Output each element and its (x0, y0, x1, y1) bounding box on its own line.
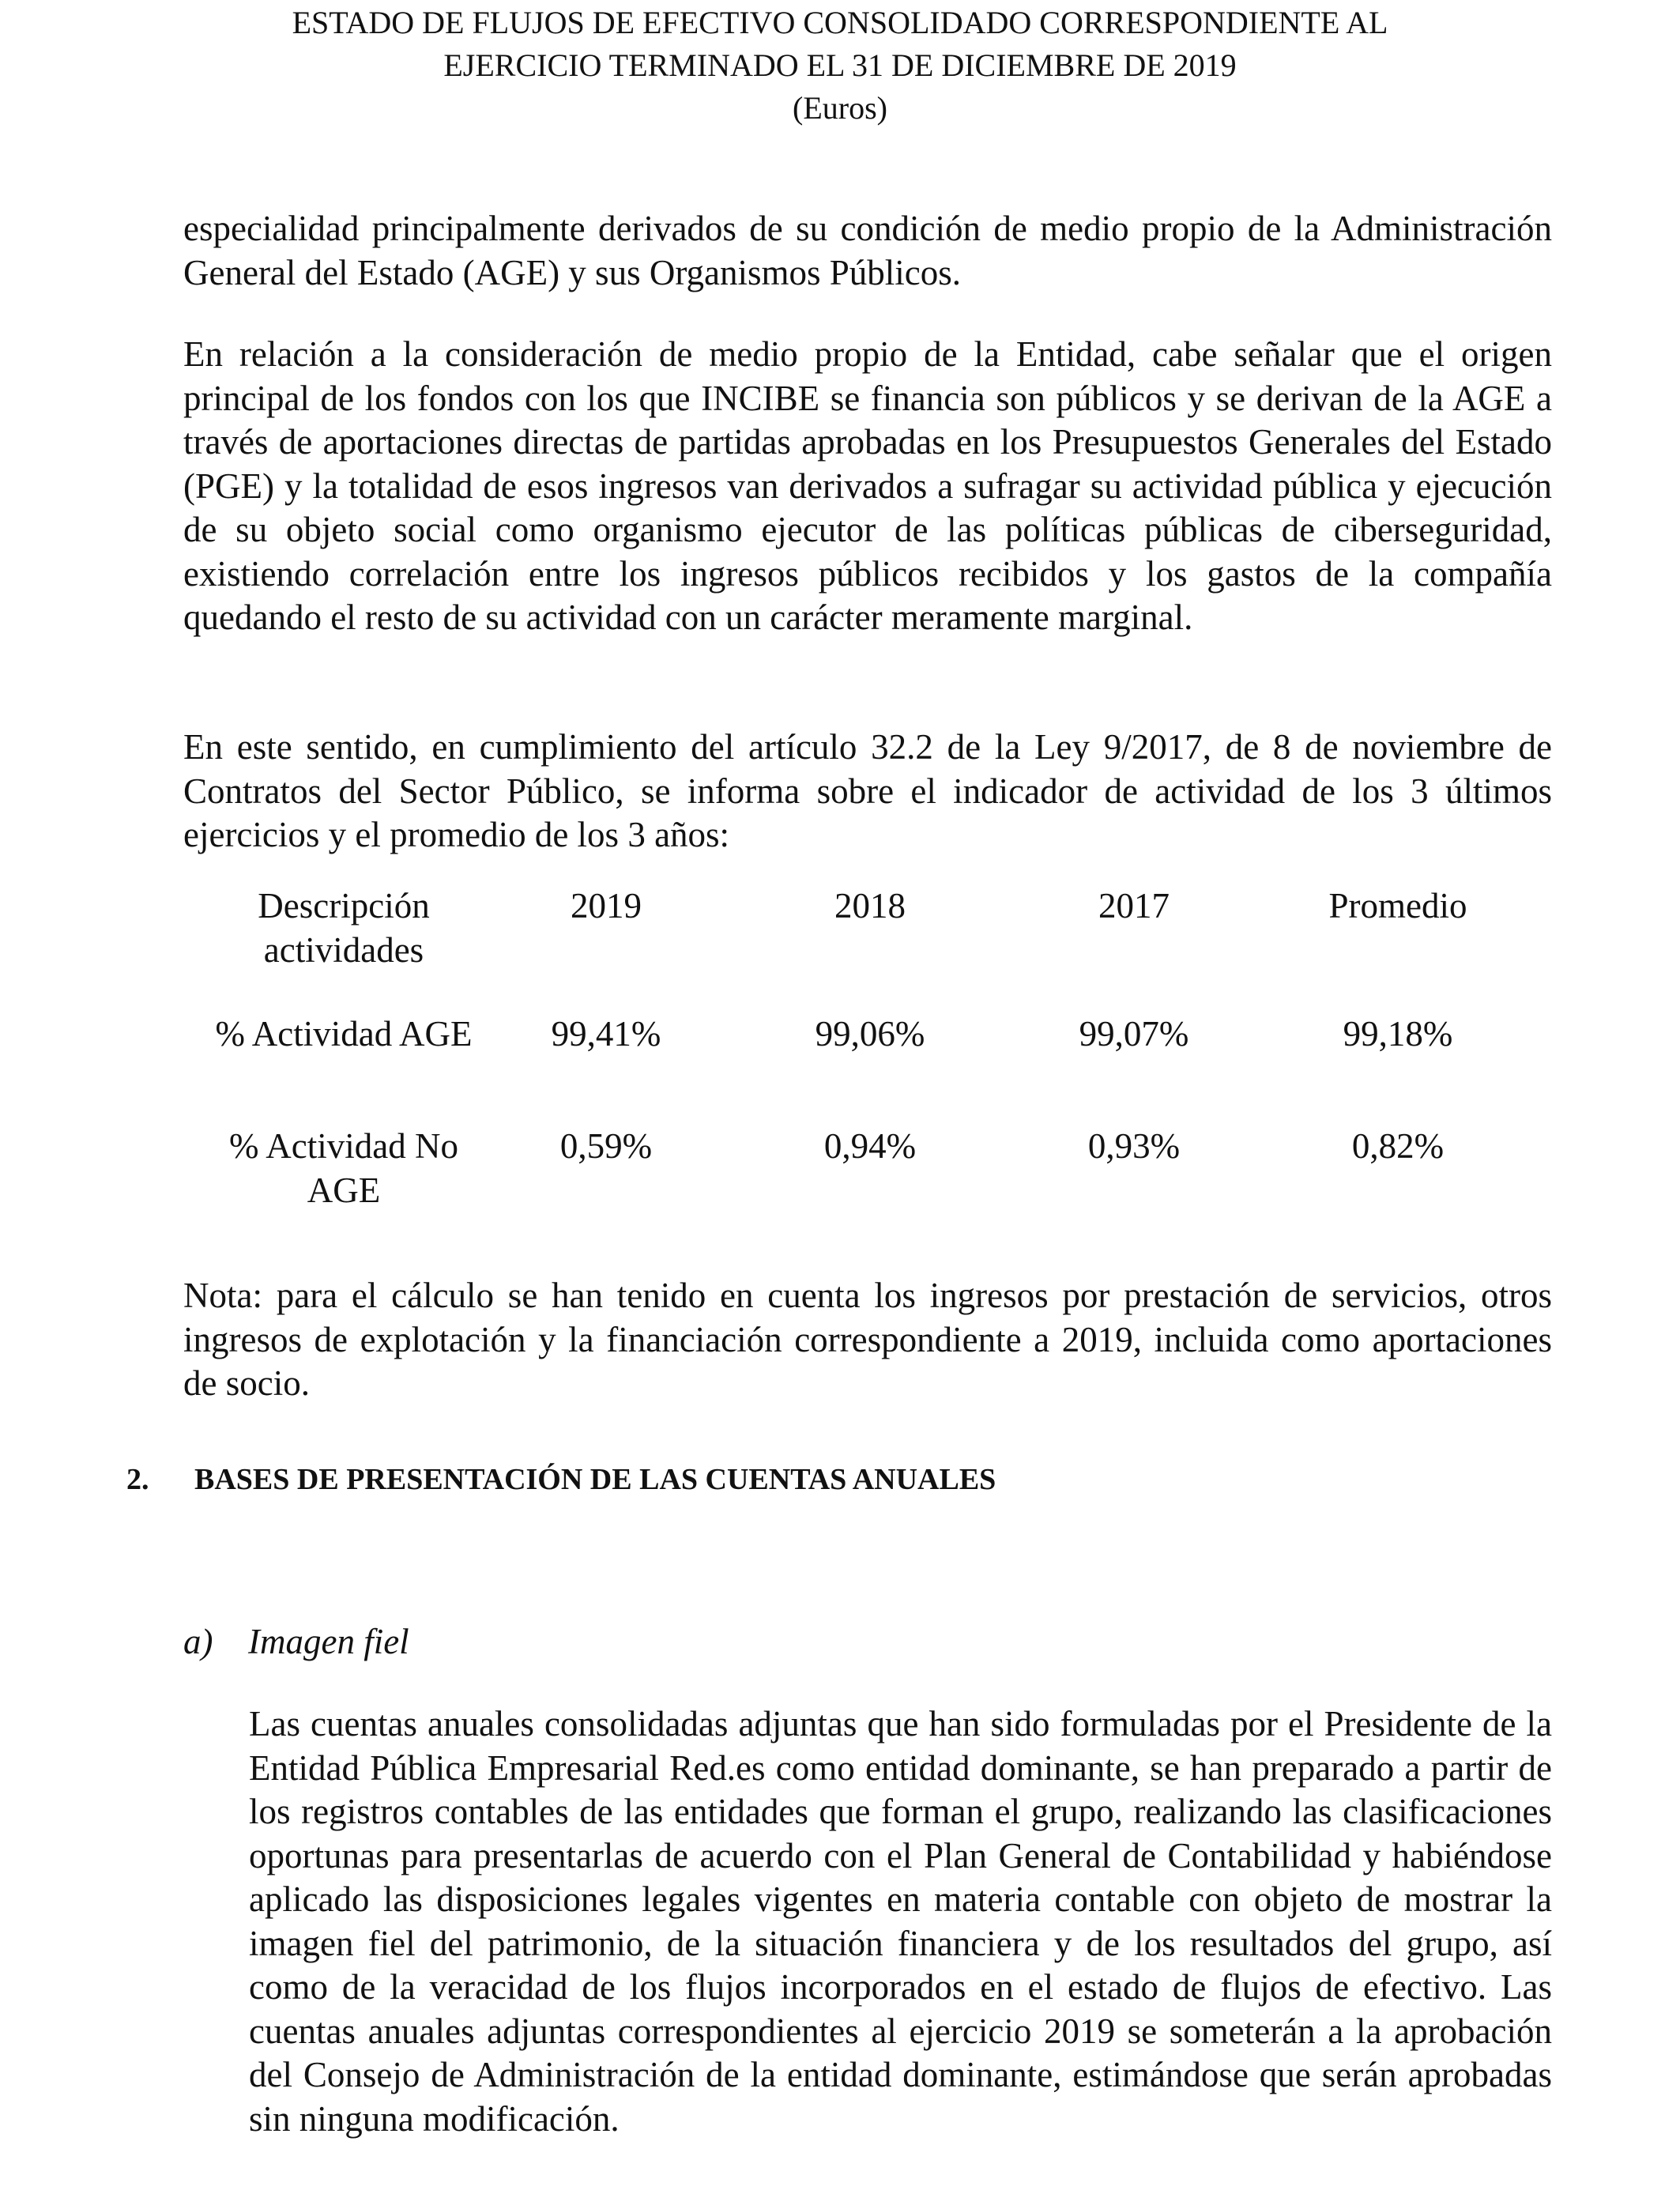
table-cell: % Actividad No AGE (229, 1126, 458, 1210)
subsection-letter: a) (183, 1622, 213, 1661)
table-cell: 0,93% (1087, 1126, 1181, 1166)
subsection-title: Imagen fiel (248, 1622, 409, 1661)
header-line-3: (Euros) (793, 90, 887, 126)
table-cell: 99,07% (1079, 1014, 1189, 1054)
table-header-cell: 2018 (834, 886, 906, 925)
paragraph-imagen-fiel: Las cuentas anuales consolidadas adjuntas que han sido formuladas por el Presidente de la Entidad Pública Empresarial Red.es como entidad dominante, se han preparado a partir de los registros contables de las entidades que forman el grupo, realizando las clasificaciones oportunas para presentarlas de acuerdo con el Plan General de Contabilidad y habiéndose aplicado las disposiciones legales vigentes en materia contable con objeto de mostrar la imagen fiel del patrimonio, de la situación financiera y de los resultados del grupo, así como de la veracidad de los flujos incorporados en el estado de flujos de efectivo. Las cuentas anuales adjuntas correspondientes al ejercicio 2019 se someterán a la aprobación del Consejo de Administración de la entidad dominante, estimándose que serán aprobadas sin ninguna modificación. (249, 1704, 1552, 2139)
table-cell: 0,59% (559, 1126, 653, 1166)
table-header-row (213, 884, 1530, 1012)
table-cell: 99,06% (815, 1014, 925, 1054)
subsection-heading (183, 1619, 409, 1664)
table-row (213, 1012, 1530, 1124)
header-line-1: ESTADO DE FLUJOS DE EFECTIVO CONSOLIDADO CORRESPONDIENTE AL (292, 5, 1388, 40)
header-line-2: EJERCICIO TERMINADO EL 31 DE DICIEMBRE DE 2019 (443, 47, 1237, 83)
table-cell: 99,41% (551, 1014, 661, 1054)
section-title: BASES DE PRESENTACIÓN DE LAS CUENTAS ANUALES (194, 1463, 996, 1496)
page-header (0, 2, 1680, 130)
paragraph-continuation: especialidad principalmente derivados de su condición de medio propio de la Administración General del Estado (AGE) y sus Organismos Públicos. (183, 209, 1552, 292)
table-cell: 99,18% (1343, 1014, 1453, 1054)
table-cell: 0,82% (1351, 1126, 1445, 1166)
table-cell: 0,94% (823, 1126, 917, 1166)
paragraph-nota: Nota: para el cálculo se han tenido en cuenta los ingresos por prestación de servicios, otros ingresos de explotación y la financiación correspondiente a 2019, incluida como aportaciones de socio. (183, 1276, 1552, 1403)
paragraph-indicador: En este sentido, en cumplimiento del artículo 32.2 de la Ley 9/2017, de 8 de noviembre de Contratos del Sector Público, se informa sobre el indicador de actividad de los 3 últimos ejercicios y el promedio de los 3 años: (183, 727, 1552, 854)
activity-table (213, 884, 1530, 1212)
table-header-cell: Descripción actividades (258, 886, 430, 970)
section-heading (126, 1457, 996, 1502)
table-cell: % Actividad AGE (215, 1014, 473, 1054)
section-number: 2. (126, 1463, 149, 1496)
table-header-cell: 2019 (571, 886, 642, 925)
table-header-cell: Promedio (1328, 886, 1467, 925)
table-row (213, 1124, 1530, 1212)
table-header-cell: 2017 (1098, 886, 1170, 925)
paragraph-medio-propio: En relación a la consideración de medio propio de la Entidad, cabe señalar que el origen principal de los fondos con los que INCIBE se financia son públicos y se derivan de la AGE a través de aportaciones directas de partidas aprobadas en los Presupuestos Generales del Estado (PGE) y la totalidad de esos ingresos van derivados a sufragar su actividad pública y ejecución de su objeto social como organismo ejecutor de las políticas públicas de ciberseguridad, existiendo correlación entre los ingresos públicos recibidos y los gastos de la compañía quedando el resto de su actividad con un carácter meramente marginal. (183, 334, 1552, 637)
